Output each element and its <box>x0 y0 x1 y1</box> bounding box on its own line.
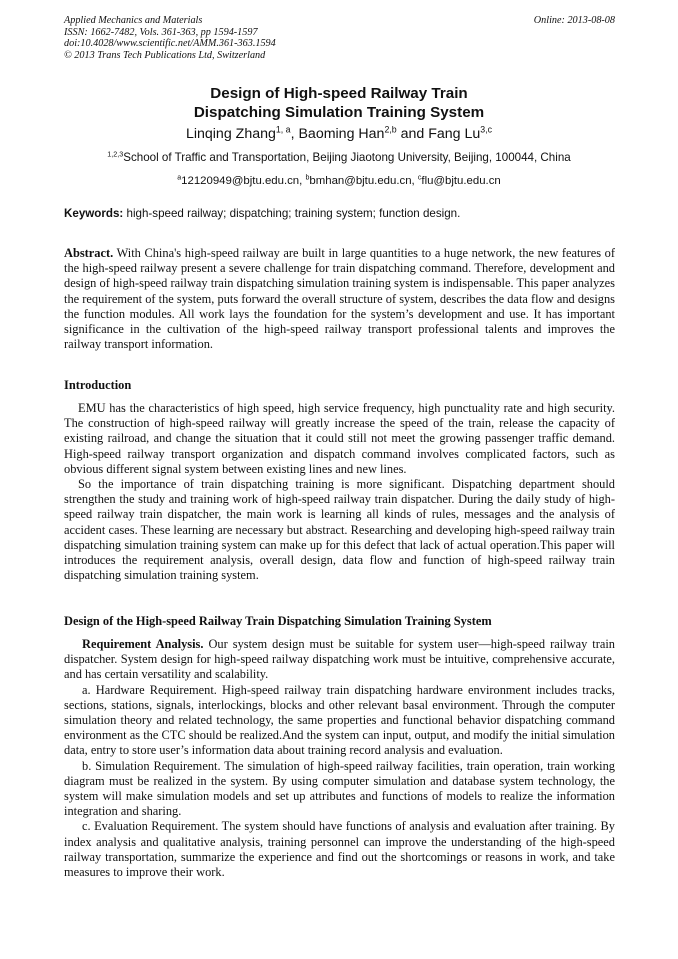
online-date: Online: 2013-08-08 <box>533 15 615 26</box>
email-sup: c <box>417 174 422 182</box>
hardware-requirement-paragraph: a. Hardware Requirement. High-speed railway train dispatching hardware environment includes tracks, sections, stations, signals, interlockings, blocks and other relevant basal environment. Through the computer simulation theory and related technology, the same properties and functional behavior dispatching command environment as the CTC should be realized.And the system can input, output, and modify the initial simulation data, entry to store user’s information data about training record analysis and evaluation. <box>64 682 615 758</box>
introduction-body <box>64 401 615 583</box>
author-sup: 1, a <box>275 124 291 135</box>
doi-line: doi:10.4028/www.scientific.net/AMM.361-363.1594 <box>64 38 276 50</box>
copyright-line: © 2013 Trans Tech Publications Ltd, Switzerland <box>64 49 266 61</box>
requirement-analysis-paragraph <box>64 637 615 683</box>
keywords-label: Keywords: <box>64 207 124 220</box>
email-address: flu@bjtu.edu.cn <box>421 175 501 187</box>
design-body <box>64 637 615 880</box>
affiliation <box>0 151 678 165</box>
email-separator: , <box>299 175 306 187</box>
paper-title <box>0 84 678 122</box>
evaluation-requirement-paragraph: c. Evaluation Requirement. The system should have functions of analysis and evaluation after training. By index analysis and qualitative analysis, training personnel can improve the understanding of the high-speed railway transportation, summarize the experience and find out the shortcomings or reasons in work, and take measures to improve their work. <box>64 819 615 880</box>
introduction-paragraph-1: EMU has the characteristics of high speed, high service frequency, high punctuality rate and high security. The construction of high-speed railway will greatly increase the speed of the train, release the capacity of existing railroad, and change the situation that it could still not meet the growing passenger traffic demand. High-speed railway transport organization and dispatch command involves complicated factors, such as obvious different signal system between existing lines and new lines. <box>64 401 615 476</box>
author-list <box>0 125 678 143</box>
requirement-analysis-text: Our system design must be suitable for system user—high-speed railway train dispatcher. System design for high-speed railway dispatching work must be intuitive, comprehensive accurate, and has certain versatility and scalability. <box>64 637 615 682</box>
email-address: 12120949@bjtu.edu.cn <box>181 175 300 187</box>
keywords <box>64 207 615 221</box>
author-separator: , <box>290 126 299 142</box>
introduction-heading: Introduction <box>64 378 132 392</box>
author-name: Fang Lu <box>428 126 481 142</box>
design-heading: Design of the High-speed Railway Train Dispatching Simulation Training System <box>64 614 492 628</box>
email-list <box>0 174 678 188</box>
issn-line: ISSN: 1662-7482, Vols. 361-363, pp 1594-1597 <box>64 26 258 38</box>
title-line-2: Dispatching Simulation Training System <box>193 104 485 121</box>
author-sup: 3,c <box>480 124 493 135</box>
email-sup: a <box>177 174 182 182</box>
affiliation-sup: 1,2,3 <box>107 149 124 159</box>
affiliation-text: School of Traffic and Transportation, Beijing Jiaotong University, Beijing, 100044, China <box>123 151 571 164</box>
introduction-paragraph-2: So the importance of train dispatching training is more significant. Dispatching department should strengthen the study and training work of high-speed railway train dispatcher. During the daily study of high-speed railway train dispatcher, the main work is learning all kinds of rules, messages and the analysis of accident cases. These learning are necessary but abstract. Researching and developing high-speed railway train dispatching simulation training system can make up for this defect that lack of actual operation.This paper will introduces the requirement analysis, overall design, data flow and function of high-speed railway train dispatching simulation training system. <box>64 477 615 583</box>
title-line-1: Design of High-speed Railway Train <box>210 85 468 102</box>
journal-name: Applied Mechanics and Materials <box>64 15 203 26</box>
email-sup: b <box>305 174 310 182</box>
keywords-text: high-speed railway; dispatching; training system; function design. <box>126 207 461 220</box>
abstract-label: Abstract. <box>64 246 114 260</box>
author-sup: 2,b <box>384 124 397 135</box>
email-separator: , <box>411 175 418 187</box>
email-address: bmhan@bjtu.edu.cn <box>309 175 412 187</box>
author-name: Linqing Zhang <box>185 126 276 142</box>
author-separator: and <box>396 126 429 142</box>
abstract-text: With China's high-speed railway are built in large quantities to a huge network, the new features of the high-speed railway present a severe challenge for train dispatching command. Therefore, development and design of high-speed railway train dispatching simulation training system is indispensable. This paper analyzes the requirement of the system, puts forward the overall structure of system, describes the data flow and designs the function modules. All work lays the foundation for the system’s development and use. It has important significance in the cultivation of the high-speed railway transport professional talents and improves the railway transport information. <box>64 246 615 352</box>
journal-header <box>64 15 615 61</box>
abstract <box>64 246 615 352</box>
simulation-requirement-paragraph: b. Simulation Requirement. The simulation of high-speed railway facilities, train operation, train working diagram must be realized in the system. By using computer simulation and database system technology, the system will make simulation models and set up attributes and functions of models to realize the information integration and sharing. <box>64 758 615 819</box>
author-name: Baoming Han <box>298 126 385 142</box>
requirement-analysis-label: Requirement Analysis. <box>82 637 204 651</box>
